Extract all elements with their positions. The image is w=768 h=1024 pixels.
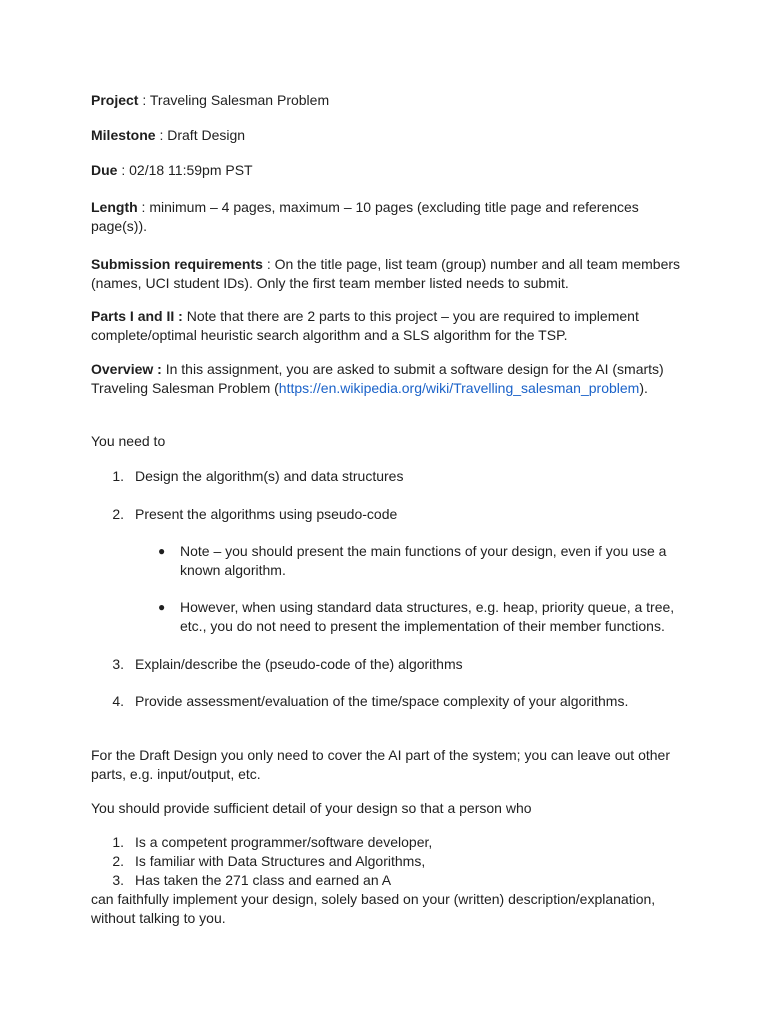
submission-value-1: On the title page, list team (group) number and all team members <box>274 256 681 272</box>
list-text: Present the algorithms using pseudo-code <box>135 506 398 522</box>
list-text: Provide assessment/evaluation of the time/space complexity of your algorithms. <box>135 693 629 709</box>
detail-intro: You should provide sufficient detail of your design so that a person who <box>91 800 532 816</box>
milestone-value: Draft Design <box>167 127 246 143</box>
list-number: 1. <box>112 834 124 850</box>
length-label: Length <box>91 199 138 215</box>
milestone-sep: : <box>155 127 168 143</box>
list-text: Explain/describe the (pseudo-code of the) algorithms <box>135 656 463 672</box>
parts-value-2: complete/optimal heuristic search algorithm and a SLS algorithm for the TSP. <box>91 327 568 343</box>
list-text: Design the algorithm(s) and data structures <box>135 468 404 484</box>
project-value: Traveling Salesman Problem <box>149 92 330 108</box>
list-number: 3. <box>112 656 124 672</box>
wikipedia-link[interactable]: https://en.wikipedia.org/wiki/Travelling_salesman_problem <box>278 380 640 396</box>
overview-value-2-pre: Traveling Salesman Problem ( <box>91 380 279 396</box>
due-value: 02/18 11:59pm PST <box>129 162 253 178</box>
milestone-line <box>91 126 691 145</box>
closing-line-2: without talking to you. <box>91 910 226 926</box>
project-line <box>91 91 691 110</box>
length-line <box>91 198 691 217</box>
project-sep: : <box>138 92 150 108</box>
draft-note-line-1: For the Draft Design you only need to cover the AI part of the system; you can leave out other <box>91 747 670 763</box>
list-number: 2. <box>112 853 124 869</box>
bullet-symbol: ● <box>158 544 166 558</box>
overview-value-1: In this assignment, you are asked to submit a software design for the AI (smarts) <box>161 361 664 377</box>
list-number: 1. <box>112 468 124 484</box>
length-value-1: minimum – 4 pages, maximum – 10 pages (excluding title page and references <box>149 199 639 215</box>
list-number: 2. <box>112 506 124 522</box>
project-label: Project <box>91 92 139 108</box>
parts-label: Parts I and II : <box>91 308 183 324</box>
bullet-text-2: known algorithm. <box>180 562 286 578</box>
parts-line <box>91 307 691 326</box>
overview-line-2 <box>91 379 691 398</box>
submission-line-2 <box>91 274 691 293</box>
list-number: 3. <box>112 872 124 888</box>
submission-sep: : <box>262 256 275 272</box>
due-label: Due <box>91 162 118 178</box>
submission-line <box>91 255 691 274</box>
list-number: 4. <box>112 693 124 709</box>
list-text: Is familiar with Data Structures and Algorithms, <box>135 853 426 869</box>
bullet-text-1: However, when using standard data structures, e.g. heap, priority queue, a tree, <box>180 599 675 615</box>
bullet-text-2: etc., you do not need to present the implementation of their member functions. <box>180 618 665 634</box>
closing-line-1: can faithfully implement your design, solely based on your (written) description/explanation, <box>91 891 656 907</box>
you-need-to: You need to <box>91 433 166 449</box>
overview-value-2-post: ). <box>639 380 648 396</box>
length-sep: : <box>137 199 150 215</box>
due-sep: : <box>117 162 130 178</box>
due-line <box>91 161 691 180</box>
bullet-symbol: ● <box>158 600 166 614</box>
overview-line <box>91 360 691 379</box>
milestone-label: Milestone <box>91 127 156 143</box>
submission-value-2: (names, UCI student IDs). Only the first team member listed needs to submit. <box>91 275 569 291</box>
parts-value-1: Note that there are 2 parts to this project – you are required to implement <box>182 308 639 324</box>
draft-note-line-2: parts, e.g. input/output, etc. <box>91 766 261 782</box>
list-text: Has taken the 271 class and earned an A <box>135 872 392 888</box>
parts-line-2 <box>91 326 691 345</box>
list-text: Is a competent programmer/software developer, <box>135 834 433 850</box>
length-line-2 <box>91 217 691 236</box>
submission-label: Submission requirements <box>91 256 263 272</box>
bullet-text-1: Note – you should present the main functions of your design, even if you use a <box>180 543 667 559</box>
overview-label: Overview : <box>91 361 162 377</box>
length-value-2: page(s)). <box>91 218 148 234</box>
